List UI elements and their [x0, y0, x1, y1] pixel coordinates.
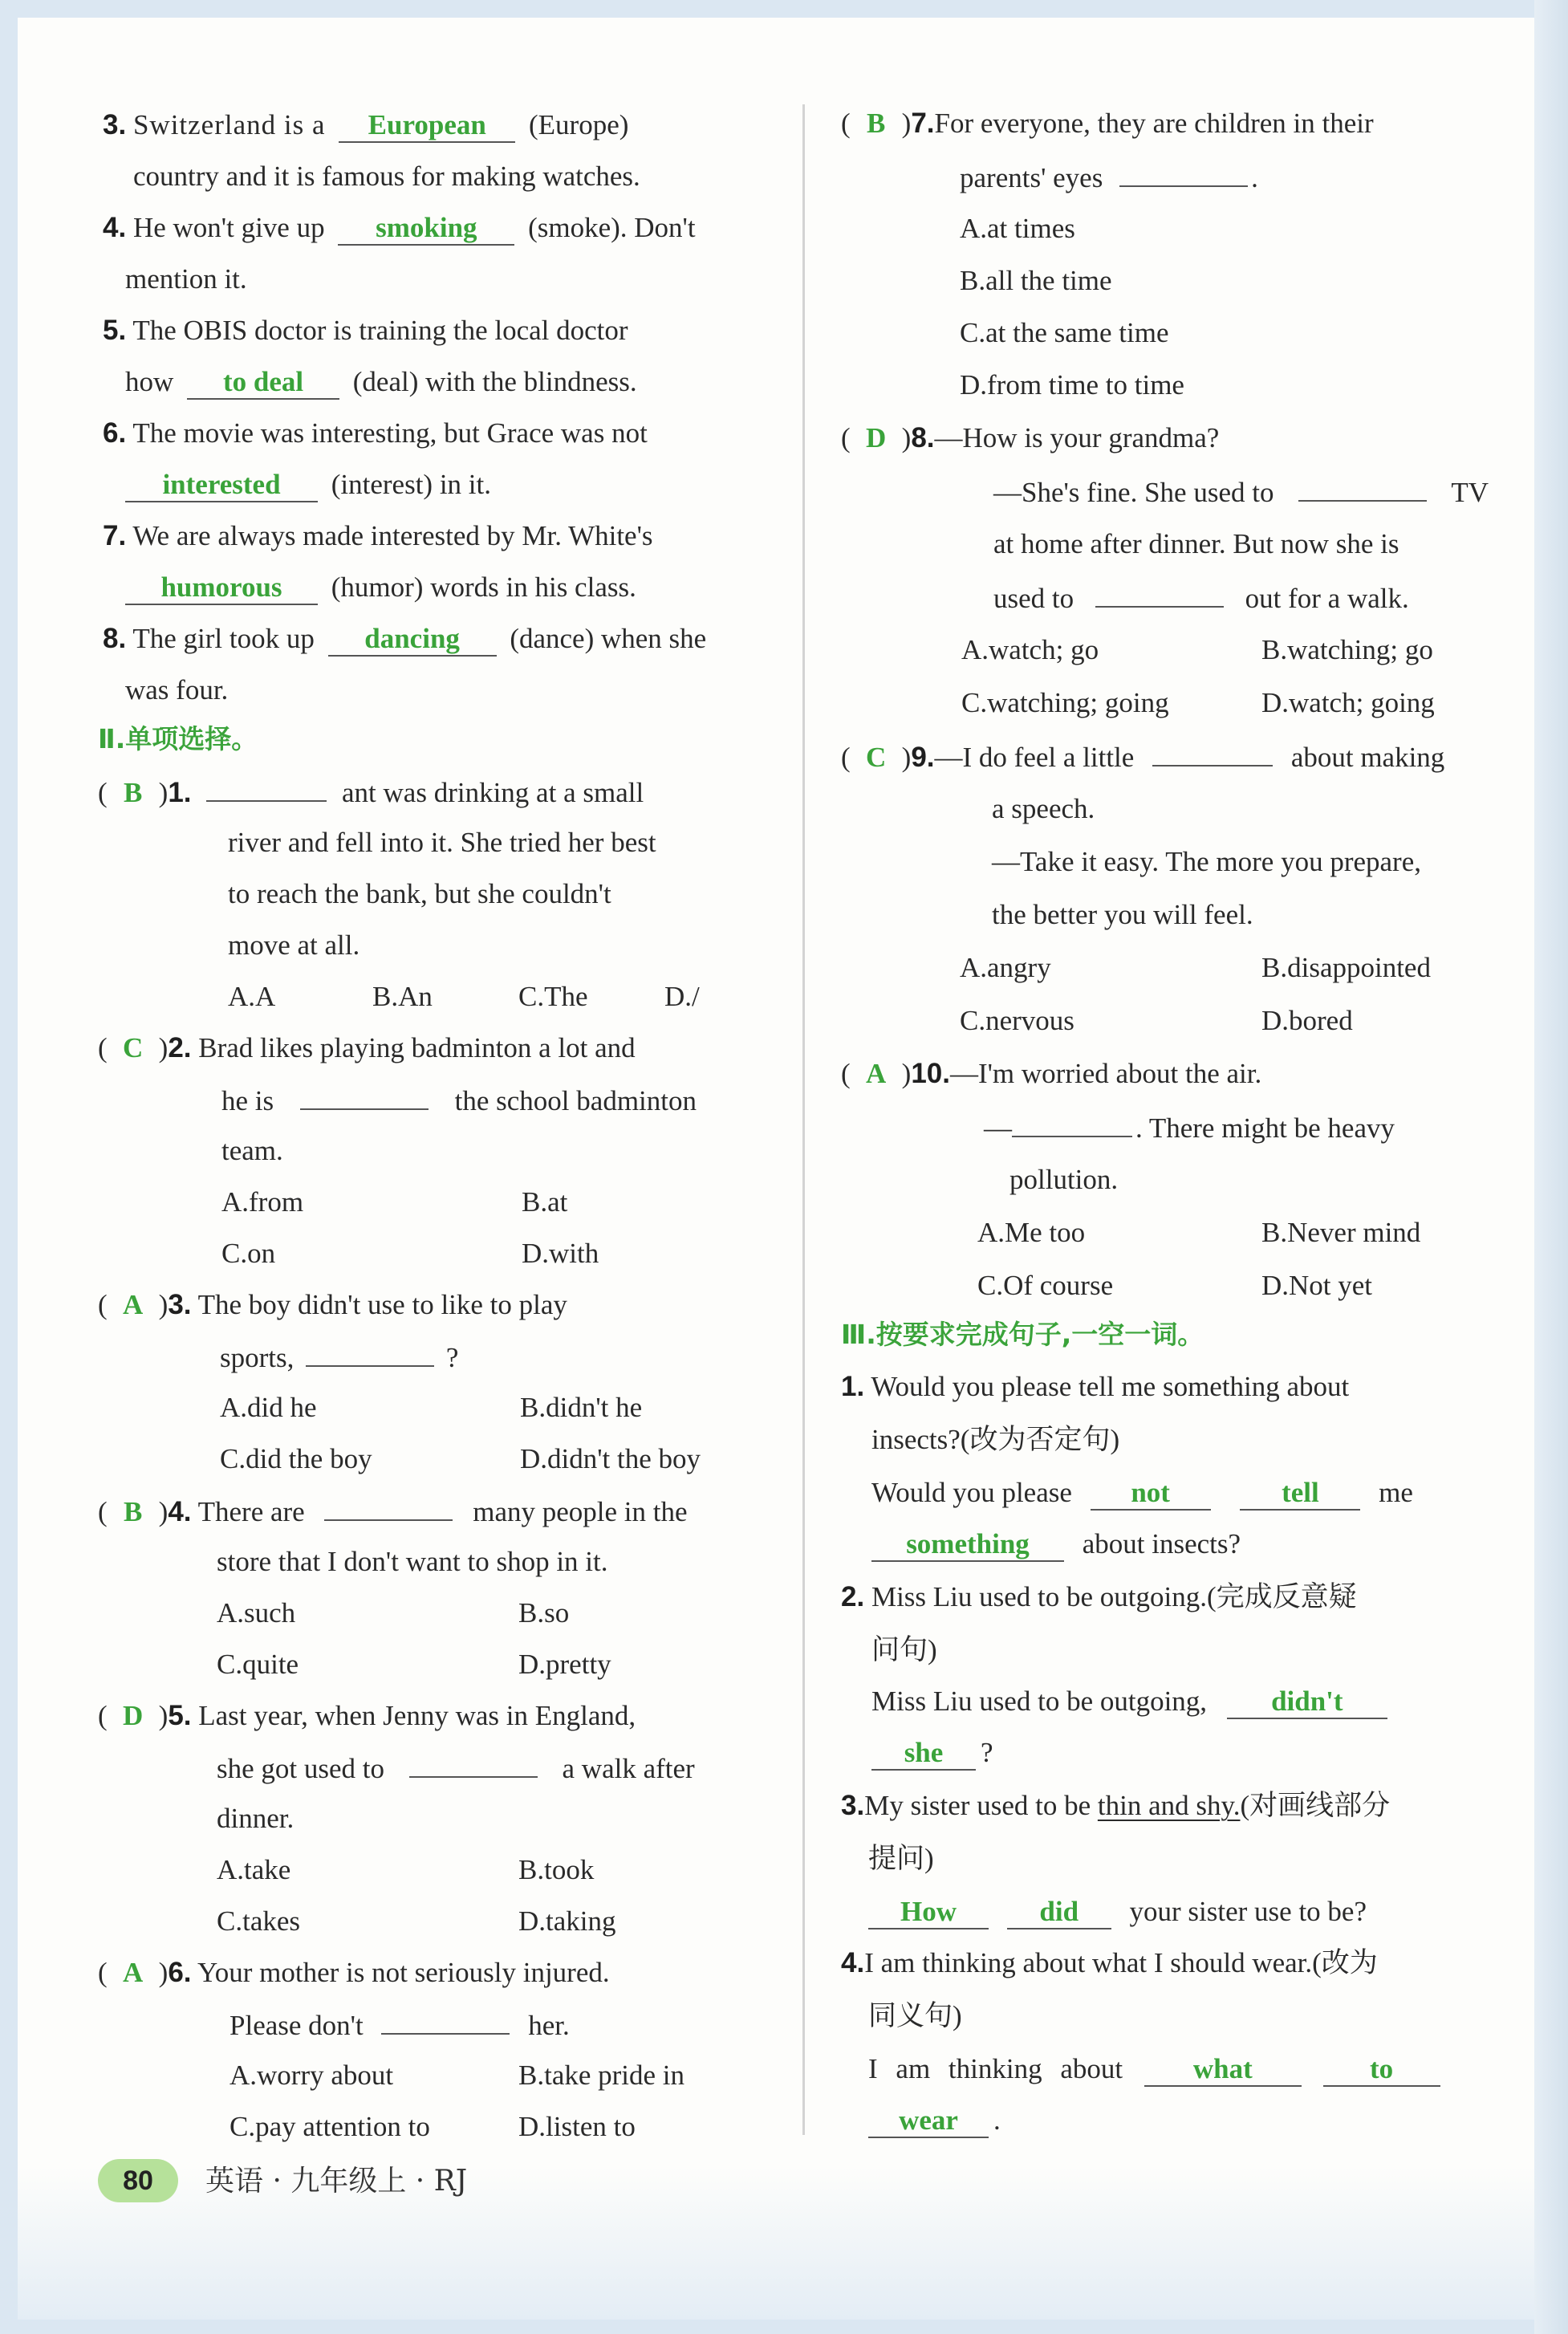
- option-b: B.watching; go: [1261, 634, 1433, 665]
- item-text: about insects?: [1082, 1528, 1241, 1559]
- item-text: For everyone, they are children in their: [934, 108, 1374, 139]
- item-text: I am thinking about what I should wear.(改为: [864, 1947, 1378, 1978]
- item-number: 3.: [103, 109, 127, 140]
- item-text: about making: [1290, 742, 1445, 773]
- option-b: B.took: [518, 1854, 595, 1885]
- option-a: A.did he: [220, 1392, 317, 1423]
- item-number: 2.: [168, 1032, 192, 1063]
- option-b: B.so: [518, 1597, 570, 1629]
- option-d: D.watch; going: [1261, 687, 1435, 718]
- answer-blank: [1095, 579, 1224, 608]
- item-number: 8.: [103, 623, 127, 654]
- item-text: sports,: [220, 1342, 295, 1373]
- item-text: Miss Liu used to be outgoing,: [871, 1685, 1208, 1717]
- option-c: C.nervous: [960, 1005, 1074, 1036]
- option-a: A.take: [217, 1854, 291, 1885]
- rewrite-answer-2: [871, 1683, 1387, 1720]
- fill-item-4: [103, 209, 793, 246]
- underlined-phrase: thin and shy.: [1097, 1790, 1241, 1821]
- option-b: B.An: [372, 981, 433, 1012]
- answer-letter: A: [123, 1289, 144, 1320]
- answer-blank: [1298, 473, 1427, 502]
- item-number: 7.: [911, 108, 935, 139]
- item-text: the school badminton: [454, 1085, 697, 1116]
- item-text: (对画线部分: [1240, 1790, 1391, 1821]
- item-text: . There might be heavy: [1135, 1112, 1395, 1144]
- hint-text: (dance) when she: [510, 623, 707, 654]
- answer-text: didn't: [1271, 1685, 1343, 1717]
- item-text: —How is your grandma?: [934, 422, 1220, 453]
- item-text: —She's fine. She used to: [993, 477, 1274, 508]
- item-text: me: [1379, 1477, 1413, 1508]
- item-text: ant was drinking at a small: [342, 777, 644, 808]
- item-text: 同义句): [868, 2000, 962, 2031]
- option-d: D.Not yet: [1261, 1270, 1373, 1301]
- answer-blank: [1227, 1685, 1387, 1719]
- item-text: He won't give up: [132, 212, 325, 243]
- answer-blank: [871, 1528, 1064, 1562]
- option-c: C.quite: [217, 1649, 299, 1680]
- mc-item-2: ( C )2. Brad likes playing badminton a lot and: [98, 1030, 636, 1067]
- option-d: D.from time to time: [960, 369, 1184, 401]
- fill-item-6-line2: [125, 466, 491, 503]
- item-number: 7.: [103, 520, 127, 551]
- answer-text: humorous: [160, 571, 282, 603]
- item-number: 9.: [911, 742, 935, 773]
- mc-item-10: ( A )10.—I'm worried about the air.: [841, 1055, 1261, 1092]
- hint-text: (Europe): [529, 109, 629, 140]
- answer-blank: [1007, 1896, 1111, 1929]
- item-text: how: [125, 366, 174, 397]
- mc-item-3-line2: [220, 1338, 458, 1375]
- mc-item-5-line2: [217, 1749, 695, 1786]
- option-c: C.on: [221, 1238, 276, 1269]
- answer-text: dancing: [364, 623, 460, 654]
- answer-blank: [871, 1737, 976, 1771]
- answer-blank: [868, 1896, 989, 1929]
- option-c: C.watching; going: [961, 687, 1169, 718]
- answer-text: smoking: [376, 212, 477, 243]
- answer-text: wear: [899, 2104, 958, 2136]
- item-number: 3.: [168, 1289, 192, 1320]
- answer-blank: [1144, 2053, 1302, 2087]
- item-text: TV: [1451, 477, 1489, 508]
- item-number: 3.: [841, 1790, 865, 1821]
- answer-blank: [300, 1081, 429, 1110]
- item-text: store that I don't want to shop in it.: [217, 1546, 608, 1577]
- mc-item-9: ( C )9.—I do feel a little about making: [841, 738, 1444, 775]
- item-text: The girl took up: [132, 623, 315, 654]
- answer-blank: [187, 366, 339, 400]
- item-text: Brad likes playing badminton a lot and: [198, 1032, 636, 1063]
- answer-letter: D: [123, 1700, 144, 1731]
- mc-item-7-line2: [960, 158, 1258, 195]
- rewrite-item-2: [841, 1579, 1357, 1616]
- item-text: a walk after: [562, 1753, 695, 1784]
- item-text: used to: [993, 583, 1074, 614]
- mc-item-6-line2: [230, 2006, 570, 2043]
- item-number: 1.: [841, 1371, 865, 1402]
- page-number-badge: 80: [98, 2159, 178, 2202]
- answer-letter: A: [123, 1957, 144, 1988]
- item-text: insects?(改为否定句): [871, 1424, 1120, 1455]
- option-d: D./: [664, 981, 700, 1012]
- option-a: A.watch; go: [961, 634, 1099, 665]
- option-a: A.at times: [960, 213, 1075, 244]
- option-d: D.didn't the boy: [520, 1443, 701, 1474]
- fill-item-7: [103, 518, 653, 555]
- item-text: —: [984, 1112, 1012, 1144]
- mc-item-8: ( D )8.—How is your grandma?: [841, 420, 1219, 457]
- item-number: 5.: [103, 315, 127, 346]
- item-text: out for a walk.: [1245, 583, 1409, 614]
- item-text: —I'm worried about the air.: [949, 1058, 1262, 1089]
- item-text: .: [993, 2104, 1001, 2136]
- answer-letter: B: [866, 108, 886, 139]
- option-d: D.pretty: [518, 1649, 611, 1680]
- answer-blank: [1119, 158, 1248, 187]
- option-a: A.such: [217, 1597, 296, 1629]
- answer-blank: [306, 1338, 434, 1367]
- mc-item-8-line2: [993, 473, 1489, 510]
- item-number: 6.: [168, 1957, 192, 1988]
- option-d: D.bored: [1261, 1005, 1353, 1036]
- answer-letter: B: [123, 777, 143, 808]
- answer-letter: D: [866, 422, 887, 453]
- item-text: your sister use to be?: [1129, 1896, 1367, 1927]
- item-text: Switzerland is a: [132, 109, 326, 140]
- item-text: Last year, when Jenny was in England,: [198, 1700, 636, 1731]
- answer-letter: B: [123, 1496, 143, 1527]
- column-divider: [802, 104, 805, 2135]
- answer-text: what: [1192, 2053, 1253, 2084]
- hint-text: (interest) in it.: [331, 469, 492, 500]
- answer-blank: [338, 212, 514, 246]
- item-text: country and it is famous for making watches.: [133, 161, 640, 192]
- answer-text: did: [1039, 1896, 1079, 1927]
- fill-item-3: [103, 107, 793, 144]
- item-text: Would you please tell me something about: [871, 1371, 1350, 1402]
- item-text: dinner.: [217, 1803, 295, 1834]
- mc-item-7: ( B )7.For everyone, they are children in their: [841, 105, 1374, 142]
- hint-text: (smoke). Don't: [528, 212, 696, 243]
- item-text: 提问): [868, 1843, 934, 1874]
- answer-letter: C: [123, 1032, 144, 1063]
- item-text: The boy didn't use to like to play: [197, 1289, 567, 1320]
- rewrite-answer-1-line2: [871, 1526, 1241, 1563]
- item-text: many people in the: [473, 1496, 688, 1527]
- answer-blank: [1240, 1477, 1360, 1511]
- mc-item-1: ( B )1. ant was drinking at a small: [98, 773, 644, 810]
- option-c: C.pay attention to: [230, 2111, 430, 2142]
- item-text: I am thinking about: [868, 2053, 1123, 2084]
- option-b: B.disappointed: [1261, 952, 1431, 983]
- rewrite-answer-3: [868, 1893, 1367, 1930]
- rewrite-answer-1: [871, 1474, 1413, 1511]
- answer-blank: [1012, 1108, 1132, 1137]
- item-text: he is: [221, 1085, 274, 1116]
- option-c: C.The: [518, 981, 588, 1012]
- item-number: 4.: [841, 1947, 865, 1978]
- option-b: B.Never mind: [1261, 1217, 1421, 1248]
- option-c: C.did the boy: [220, 1443, 372, 1474]
- item-text: The movie was interesting, but Grace was not: [132, 417, 648, 449]
- item-text: Please don't: [230, 2010, 364, 2041]
- item-text: .: [1251, 162, 1258, 193]
- item-text: river and fell into it. She tried her best: [228, 827, 656, 858]
- section-title-part3: Ⅲ.按要求完成句子,一空一词。: [841, 1319, 1204, 1350]
- answer-text: not: [1131, 1477, 1170, 1508]
- answer-text: she: [904, 1737, 944, 1768]
- item-text: ?: [445, 1342, 459, 1373]
- item-text: 问句): [871, 1634, 937, 1665]
- hint-text: (deal) with the blindness.: [352, 366, 637, 397]
- mc-item-3: ( A )3. The boy didn't use to like to play: [98, 1287, 567, 1324]
- item-text: pollution.: [1009, 1164, 1119, 1195]
- option-a: A.A: [228, 981, 276, 1012]
- option-c: C.at the same time: [960, 317, 1169, 348]
- item-number: 8.: [911, 422, 935, 453]
- option-c: C.Of course: [977, 1270, 1114, 1301]
- option-b: B.at: [522, 1186, 568, 1218]
- rewrite-item-1: [841, 1368, 1349, 1405]
- option-a: A.worry about: [230, 2060, 394, 2091]
- item-text: —Take it easy. The more you prepare,: [992, 846, 1421, 877]
- section-title-part2: Ⅱ.单项选择。: [98, 723, 258, 754]
- item-text: ?: [981, 1737, 993, 1768]
- item-text: at home after dinner. But now she is: [993, 528, 1399, 559]
- option-c: C.takes: [217, 1905, 301, 1937]
- answer-blank: [381, 2006, 510, 2035]
- item-text: the better you will feel.: [992, 899, 1253, 930]
- item-text: —I do feel a little: [934, 742, 1135, 773]
- item-number: 4.: [168, 1496, 192, 1527]
- item-text: My sister used to be: [864, 1790, 1091, 1821]
- answer-blank: [206, 773, 327, 802]
- answer-blank: [409, 1749, 538, 1778]
- hint-text: (humor) words in his class.: [331, 571, 636, 603]
- item-text: mention it.: [125, 263, 247, 295]
- mc-item-8-line4: [993, 579, 1409, 616]
- item-text: she got used to: [217, 1753, 385, 1784]
- item-text: The OBIS doctor is training the local doctor: [132, 315, 628, 346]
- mc-item-6: ( A )6. Your mother is not seriously injured.: [98, 1954, 610, 1991]
- option-a: A.Me too: [977, 1217, 1086, 1248]
- answer-blank: [125, 571, 318, 605]
- answer-text: something: [906, 1528, 1030, 1559]
- fill-item-5-line2: [125, 364, 637, 401]
- option-b: B.didn't he: [520, 1392, 643, 1423]
- option-b: B.all the time: [960, 265, 1112, 296]
- item-number: 5.: [168, 1700, 192, 1731]
- item-text: team.: [221, 1135, 283, 1166]
- option-d: D.with: [522, 1238, 599, 1269]
- rewrite-item-4: [841, 1945, 1378, 1982]
- answer-blank: [1152, 738, 1273, 766]
- fill-item-7-line2: [125, 569, 636, 606]
- mc-item-2-line2: [221, 1081, 697, 1118]
- rewrite-answer-4: [868, 2051, 1440, 2088]
- rewrite-answer-4-line2: [868, 2102, 1001, 2139]
- answer-text: tell: [1282, 1477, 1319, 1508]
- answer-blank: [1091, 1477, 1211, 1511]
- item-text: We are always made interested by Mr. White's: [132, 520, 653, 551]
- item-text: Miss Liu used to be outgoing.(完成反意疑: [871, 1581, 1357, 1612]
- option-d: D.taking: [518, 1905, 616, 1937]
- mc-item-5: ( D )5. Last year, when Jenny was in England,: [98, 1698, 636, 1734]
- item-number: 1.: [168, 777, 192, 808]
- item-text: Your mother is not seriously injured.: [197, 1957, 610, 1988]
- answer-letter: A: [866, 1058, 887, 1089]
- mc-item-10-line2: [984, 1108, 1395, 1145]
- answer-blank: [339, 109, 515, 143]
- answer-text: interested: [162, 469, 281, 500]
- option-a: A.from: [221, 1186, 304, 1218]
- option-d: D.listen to: [518, 2111, 636, 2142]
- answer-text: to: [1370, 2053, 1394, 2084]
- item-text: There are: [197, 1496, 305, 1527]
- item-number: 10.: [911, 1058, 950, 1089]
- answer-text: European: [368, 109, 486, 140]
- item-text: Would you please: [871, 1477, 1072, 1508]
- rewrite-item-3: [841, 1787, 1390, 1824]
- item-text: parents' eyes: [960, 162, 1103, 193]
- mc-item-4: ( B )4. There are many people in the: [98, 1492, 688, 1529]
- item-text: a speech.: [992, 793, 1095, 824]
- fill-item-8: [103, 620, 706, 657]
- item-text: her.: [528, 2010, 570, 2041]
- option-b: B.take pride in: [518, 2060, 685, 2091]
- answer-blank: [1323, 2053, 1440, 2087]
- answer-blank: [324, 1492, 453, 1521]
- page-edge: [1534, 0, 1568, 2334]
- item-number: 4.: [103, 212, 127, 243]
- fill-item-6: [103, 415, 648, 452]
- answer-blank: [868, 2104, 989, 2138]
- item-text: to reach the bank, but she couldn't: [228, 878, 611, 909]
- item-text: was four.: [125, 674, 229, 705]
- item-number: 2.: [841, 1581, 865, 1612]
- answer-text: to deal: [222, 366, 304, 397]
- answer-blank: [328, 623, 497, 657]
- item-number: 6.: [103, 417, 127, 449]
- fill-item-5: [103, 312, 628, 349]
- book-info: 英语 · 九年级上 · RJ: [205, 2165, 468, 2198]
- rewrite-answer-2-line2: [871, 1734, 993, 1771]
- answer-letter: C: [866, 742, 887, 773]
- answer-text: How: [900, 1896, 957, 1927]
- item-text: move at all.: [228, 929, 360, 961]
- option-a: A.angry: [960, 952, 1051, 983]
- answer-blank: [125, 469, 318, 502]
